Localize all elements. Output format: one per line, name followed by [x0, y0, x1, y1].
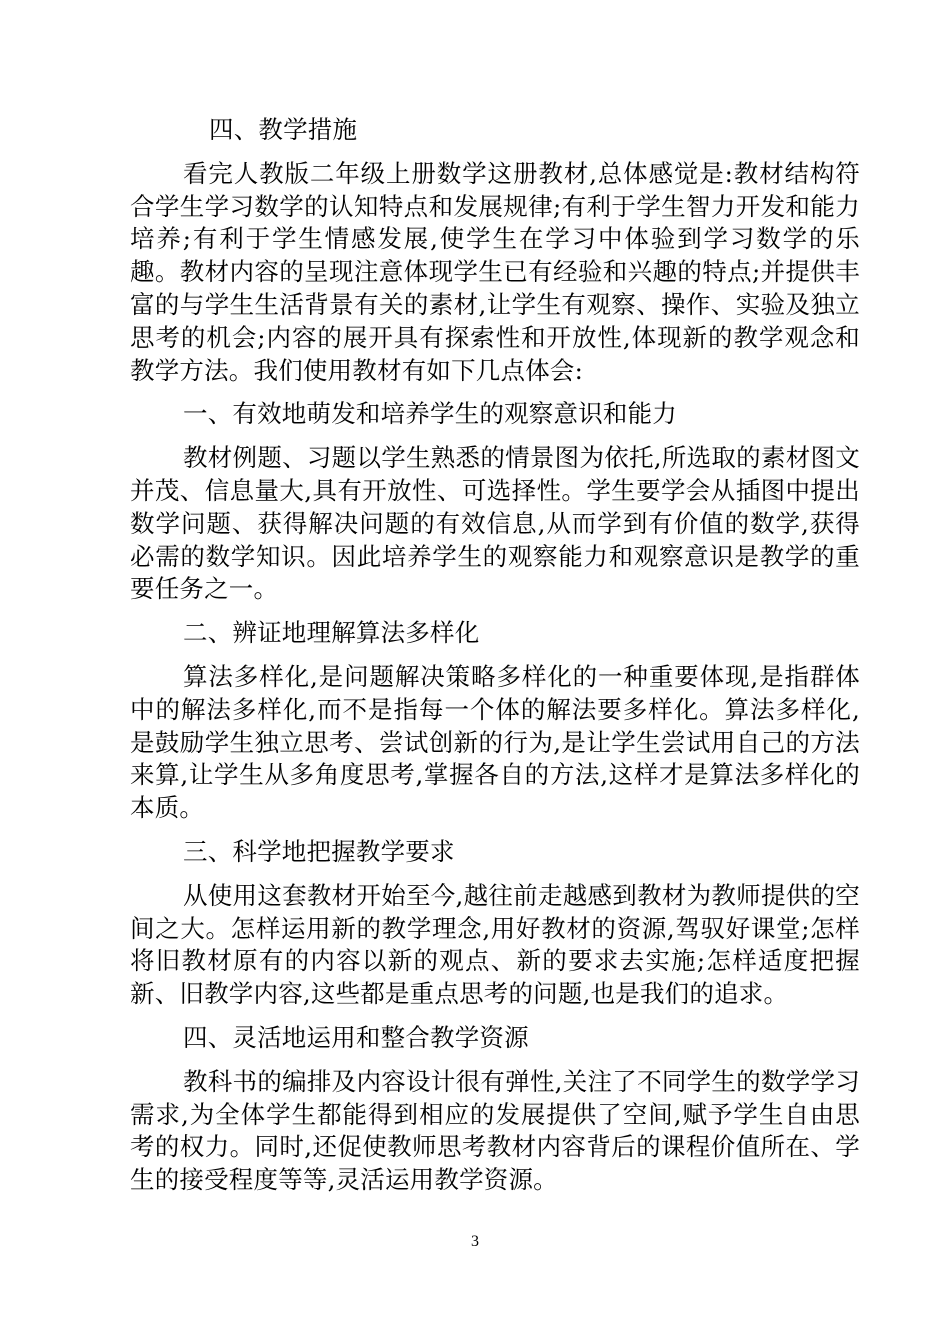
subsection-heading-3: 三、科学地把握教学要求: [183, 836, 455, 866]
page-number: 3: [471, 1233, 479, 1250]
spacer: [130, 147, 860, 158]
spacer: [130, 825, 860, 836]
subsection-body-1: 教材例题、习题以学生熟悉的情景图为依托,所选取的素材图文并茂、信息量大,具有开放性、可选择性。学生要学会从插图中提出数学问题、获得解决问题的有效信息,从而学到有价值的数学,获得必需的数学知识。因此培养学生的观察能力和观察意识是教学的重要任务之一。: [130, 443, 860, 604]
spacer: [130, 431, 860, 442]
section-title: 四、教学措施: [209, 115, 358, 144]
spacer: [130, 606, 860, 617]
spacer: [130, 650, 860, 661]
spacer: [130, 869, 860, 880]
spacer: [130, 387, 860, 398]
subsection-body-4: 教科书的编排及内容设计很有弹性,关注了不同学生的数学学习需求,为全体学生都能得到相应的发展提供了空间,赋予学生自由思考的权力。同时,还促使教师思考教材内容背后的课程价值所在、学生的接受程度等等,灵活运用教学资源。: [130, 1066, 860, 1195]
spacer: [130, 1055, 860, 1066]
subsection-heading-1: 一、有效地萌发和培养学生的观察意识和能力: [183, 399, 677, 429]
subsection-body-3: 从使用这套教材开始至今,越往前走越感到教材为教师提供的空间之大。怎样运用新的教学理念,用好教材的资源,驾驭好课堂;怎样将旧教材原有的内容以新的观点、新的要求去实施;怎样适度把握新、旧教学内容,这些都是重点思考的问题,也是我们的追求。: [130, 880, 860, 1009]
subsection-heading-2: 二、辨证地理解算法多样化: [183, 618, 480, 648]
intro-paragraph: 看完人教版二年级上册数学这册教材,总体感觉是:教材结构符合学生学习数学的认知特点和发展规律;有利于学生智力开发和能力培养;有利于学生情感发展,使学生在学习中体验到学习数学的乐趣。教材内容的呈现注意体现学生已有经验和兴趣的特点;并提供丰富的与学生生活背景有关的素材,让学生有观察、操作、实验及独立思考的机会;内容的展开具有探索性和开放性,体现新的教学观念和教学方法。我们使用教材有如下几点体会:: [130, 158, 860, 385]
subsection-body-2: 算法多样化,是问题解决策略多样化的一种重要体现,是指群体中的解法多样化,而不是指每一个体的解法要多样化。算法多样化,是鼓励学生独立思考、尝试创新的行为,是让学生尝试用自己的方法来算,让学生从多角度思考,掌握各自的方法,这样才是算法多样化的本质。: [130, 661, 860, 823]
subsection-heading-4: 四、灵活地运用和整合教学资源: [183, 1022, 529, 1052]
document-body: [130, 114, 860, 1197]
spacer: [130, 1011, 860, 1022]
